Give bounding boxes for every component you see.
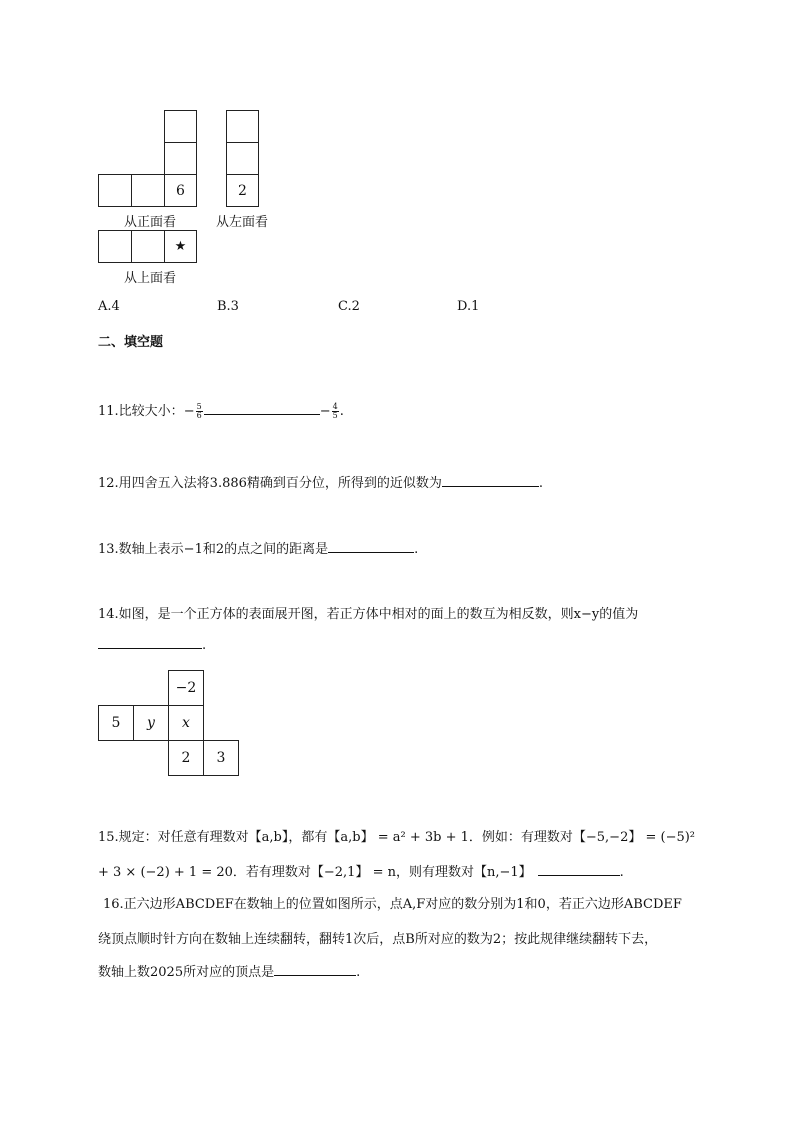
q11-fraction-1 bbox=[196, 403, 203, 420]
q16-answer-blank[interactable] bbox=[274, 963, 356, 976]
left-view-caption: 从左面看 bbox=[216, 215, 269, 230]
q11-frac1-sign: − bbox=[183, 404, 195, 419]
front-view-cell bbox=[164, 110, 197, 143]
question-15-line2 bbox=[98, 861, 624, 880]
q12-end: . bbox=[538, 476, 544, 491]
option-a: A.4 bbox=[98, 299, 120, 314]
question-12 bbox=[98, 472, 543, 491]
top-view-cell bbox=[131, 230, 165, 263]
front-view-cell bbox=[164, 142, 197, 175]
q14-answer-blank[interactable] bbox=[98, 636, 202, 649]
cube-net-cell: 3 bbox=[203, 740, 239, 776]
front-view-cell bbox=[131, 174, 165, 207]
cube-net-cell: y bbox=[133, 705, 169, 741]
q11-answer-blank[interactable] bbox=[204, 402, 320, 415]
q11-frac1-num: 5 bbox=[196, 402, 202, 411]
q13-text: 13.数轴上表示−1和2的点之间的距离是 bbox=[98, 542, 329, 557]
q15-end: . bbox=[619, 865, 624, 880]
front-view-caption: 从正面看 bbox=[124, 215, 177, 230]
q16-line3-text: 数轴上数2025所对应的顶点是 bbox=[98, 965, 275, 980]
section-title: 二、填空题 bbox=[98, 335, 164, 350]
question-14-line1: 14.如图，是一个正方体的表面展开图，若正方体中相对的面上的数互为相反数，则x−y的值为 bbox=[98, 607, 639, 622]
front-view-cell-labeled: 6 bbox=[164, 174, 197, 207]
top-view-cell bbox=[98, 230, 132, 263]
q11-frac2-den: 5 bbox=[332, 411, 338, 420]
q11-end: . bbox=[339, 404, 344, 419]
option-d: D.1 bbox=[457, 299, 480, 314]
q11-prefix: 11.比较大小： bbox=[98, 404, 184, 419]
q15-answer-blank[interactable] bbox=[538, 863, 620, 876]
question-14-line2 bbox=[98, 636, 206, 653]
top-view-caption: 从上面看 bbox=[124, 271, 177, 286]
question-16-line1: 16.正六边形ABCDEF在数轴上的位置如图所示，点A,F对应的数分别为1和0，若正六边形ABCDEF bbox=[103, 897, 682, 912]
q12-text: 12.用四舍五入法将3.886精确到百分位，所得到的近似数为 bbox=[98, 476, 442, 491]
q11-frac2-num: 4 bbox=[332, 402, 338, 411]
cube-net-cell: x bbox=[168, 705, 204, 741]
left-view-cell-labeled: 2 bbox=[226, 174, 259, 207]
q13-answer-blank[interactable] bbox=[328, 540, 414, 553]
front-view-cell bbox=[98, 174, 132, 207]
question-11 bbox=[98, 400, 344, 420]
q11-frac1-den: 6 bbox=[196, 411, 202, 420]
top-view-cell-star: ★ bbox=[164, 230, 197, 263]
q14-end: . bbox=[202, 638, 207, 653]
question-16-line3 bbox=[98, 961, 360, 980]
question-16-line2: 绕顶点顺时针方向在数轴上连续翻转，翻转1次后，点B所对应的数为2；按此规律继续翻转下去， bbox=[98, 932, 658, 947]
cube-net-cell: 2 bbox=[168, 740, 204, 776]
q16-end: . bbox=[356, 965, 361, 980]
question-15-line1: 15.规定：对任意有理数对【a,b】，都有【a,b】 = a² + 3b + 1．例如：有理数对【−5,−2】 = (−5)² bbox=[98, 830, 696, 845]
left-view-cell bbox=[226, 110, 259, 143]
q11-frac2-sign: − bbox=[319, 404, 331, 419]
q15-line2-text: + 3 × (−2) + 1 = 20．若有理数对【−2,1】 = n，则有理数对【n,−1】 bbox=[98, 865, 532, 880]
left-view-cell bbox=[226, 142, 259, 175]
cube-net-cell-top: −2 bbox=[168, 670, 204, 706]
option-c: C.2 bbox=[338, 299, 360, 314]
q11-fraction-2 bbox=[332, 403, 339, 420]
q12-answer-blank[interactable] bbox=[442, 474, 539, 487]
cube-net-cell: 5 bbox=[98, 705, 134, 741]
option-b: B.3 bbox=[217, 299, 239, 314]
question-13 bbox=[98, 538, 418, 557]
q13-end: . bbox=[414, 542, 419, 557]
